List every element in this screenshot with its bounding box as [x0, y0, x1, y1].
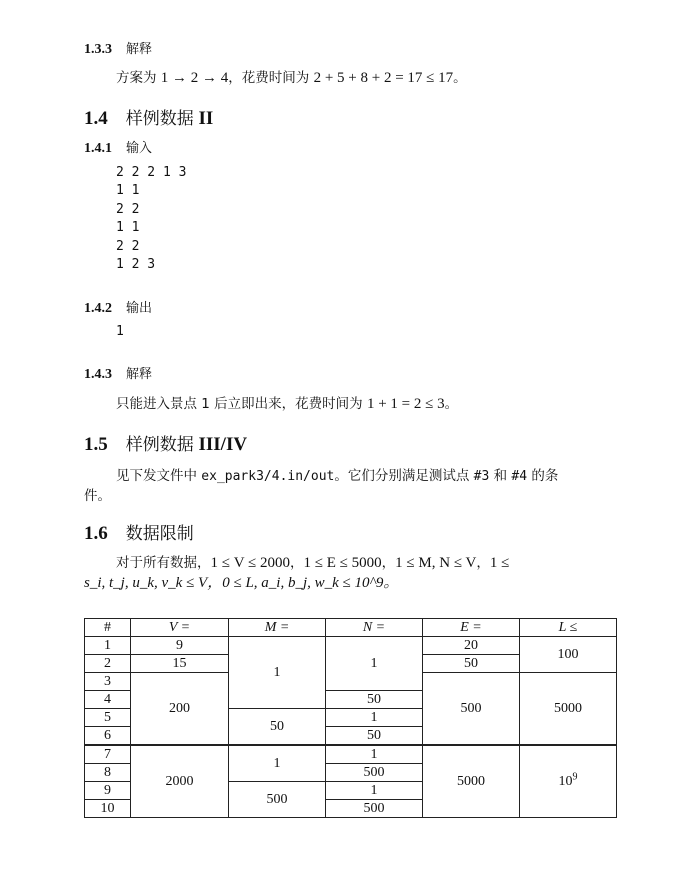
section-1-4-2-heading: 1.4.2 输出 [84, 301, 153, 316]
section-1-6-text-line2: s_i, t_j, u_k, v_k ≤ V，0 ≤ L, a_i, b_j, w_k ≤ 10^9。 [84, 575, 399, 591]
table-row: 9 500 1 [85, 782, 617, 800]
header-m: M = [229, 619, 326, 637]
table-row: 1 9 1 1 20 100 [85, 637, 617, 655]
table-row: 3 200 500 5000 [85, 673, 617, 691]
table-header-row [85, 619, 617, 637]
header-e: E = [423, 619, 520, 637]
table-row: 6 50 [85, 727, 617, 746]
input-line: 2 2 [116, 238, 140, 254]
input-line: 2 2 2 1 3 [116, 165, 187, 180]
section-1-4-heading: 1.4 样例数据 II [84, 108, 214, 129]
header-v: V = [131, 619, 229, 637]
table-row: 8 500 [85, 764, 617, 782]
section-1-6-heading: 1.6 数据限制 [84, 523, 194, 544]
table-row: 10 500 [85, 800, 617, 818]
time-expression: 2 + 5 + 8 + 2 = 17 ≤ 17 [313, 70, 454, 86]
file-name: ex_park3/4.in/out [201, 469, 335, 484]
header-id: # [85, 619, 131, 637]
input-line: 1 2 3 [116, 256, 156, 272]
section-title: 解释 [126, 42, 153, 57]
path-expression: 1 → 2 → 4 [160, 70, 229, 86]
section-number: 1.3.3 [84, 42, 112, 57]
input-line: 2 2 [116, 201, 140, 217]
l-limit-pow: $10^9$ [520, 745, 617, 818]
section-1-3-3-heading [84, 38, 152, 58]
section-1-4-3-heading: 1.4.3 解释 [84, 367, 153, 382]
table-row: 7 2000 1 1 5000 $10^9$ [85, 745, 617, 764]
table-row: 4 50 [85, 691, 617, 709]
sample-input-block [116, 164, 186, 274]
section-1-5-heading: 1.5 样例数据 III/IV [84, 434, 248, 455]
table-row: 2 15 50 [85, 655, 617, 673]
section-1-4-1-heading: 1.4.1 输入 [84, 141, 153, 156]
section-1-3-3-text: 方案为 1 → 2 → 4，花费时间为 2 + 5 + 8 + 2 = 17 ≤ 17。 [116, 70, 467, 86]
section-1-5-text-line1: 见下发文件中 ex_park3/4.in/out。它们分别满足测试点 #3 和 #4 的条 [116, 468, 559, 484]
section-1-5-text-line2: 件。 [84, 488, 111, 504]
section-1-6-text-line1: 对于所有数据，1 ≤ V ≤ 2000，1 ≤ E ≤ 5000，1 ≤ M, N ≤ V，1 ≤ [116, 555, 510, 571]
constraints-table [84, 618, 617, 818]
input-line: 1 1 [116, 220, 140, 236]
header-n: N = [326, 619, 423, 637]
section-1-4-3-text: 只能进入景点 1 后立即出来，花费时间为 1 + 1 = 2 ≤ 3。 [116, 396, 459, 412]
sample-output-block: 1 [116, 324, 124, 339]
table-row: 5 50 1 [85, 709, 617, 727]
input-line: 1 1 [116, 183, 140, 199]
header-l: L ≤ [520, 619, 617, 637]
